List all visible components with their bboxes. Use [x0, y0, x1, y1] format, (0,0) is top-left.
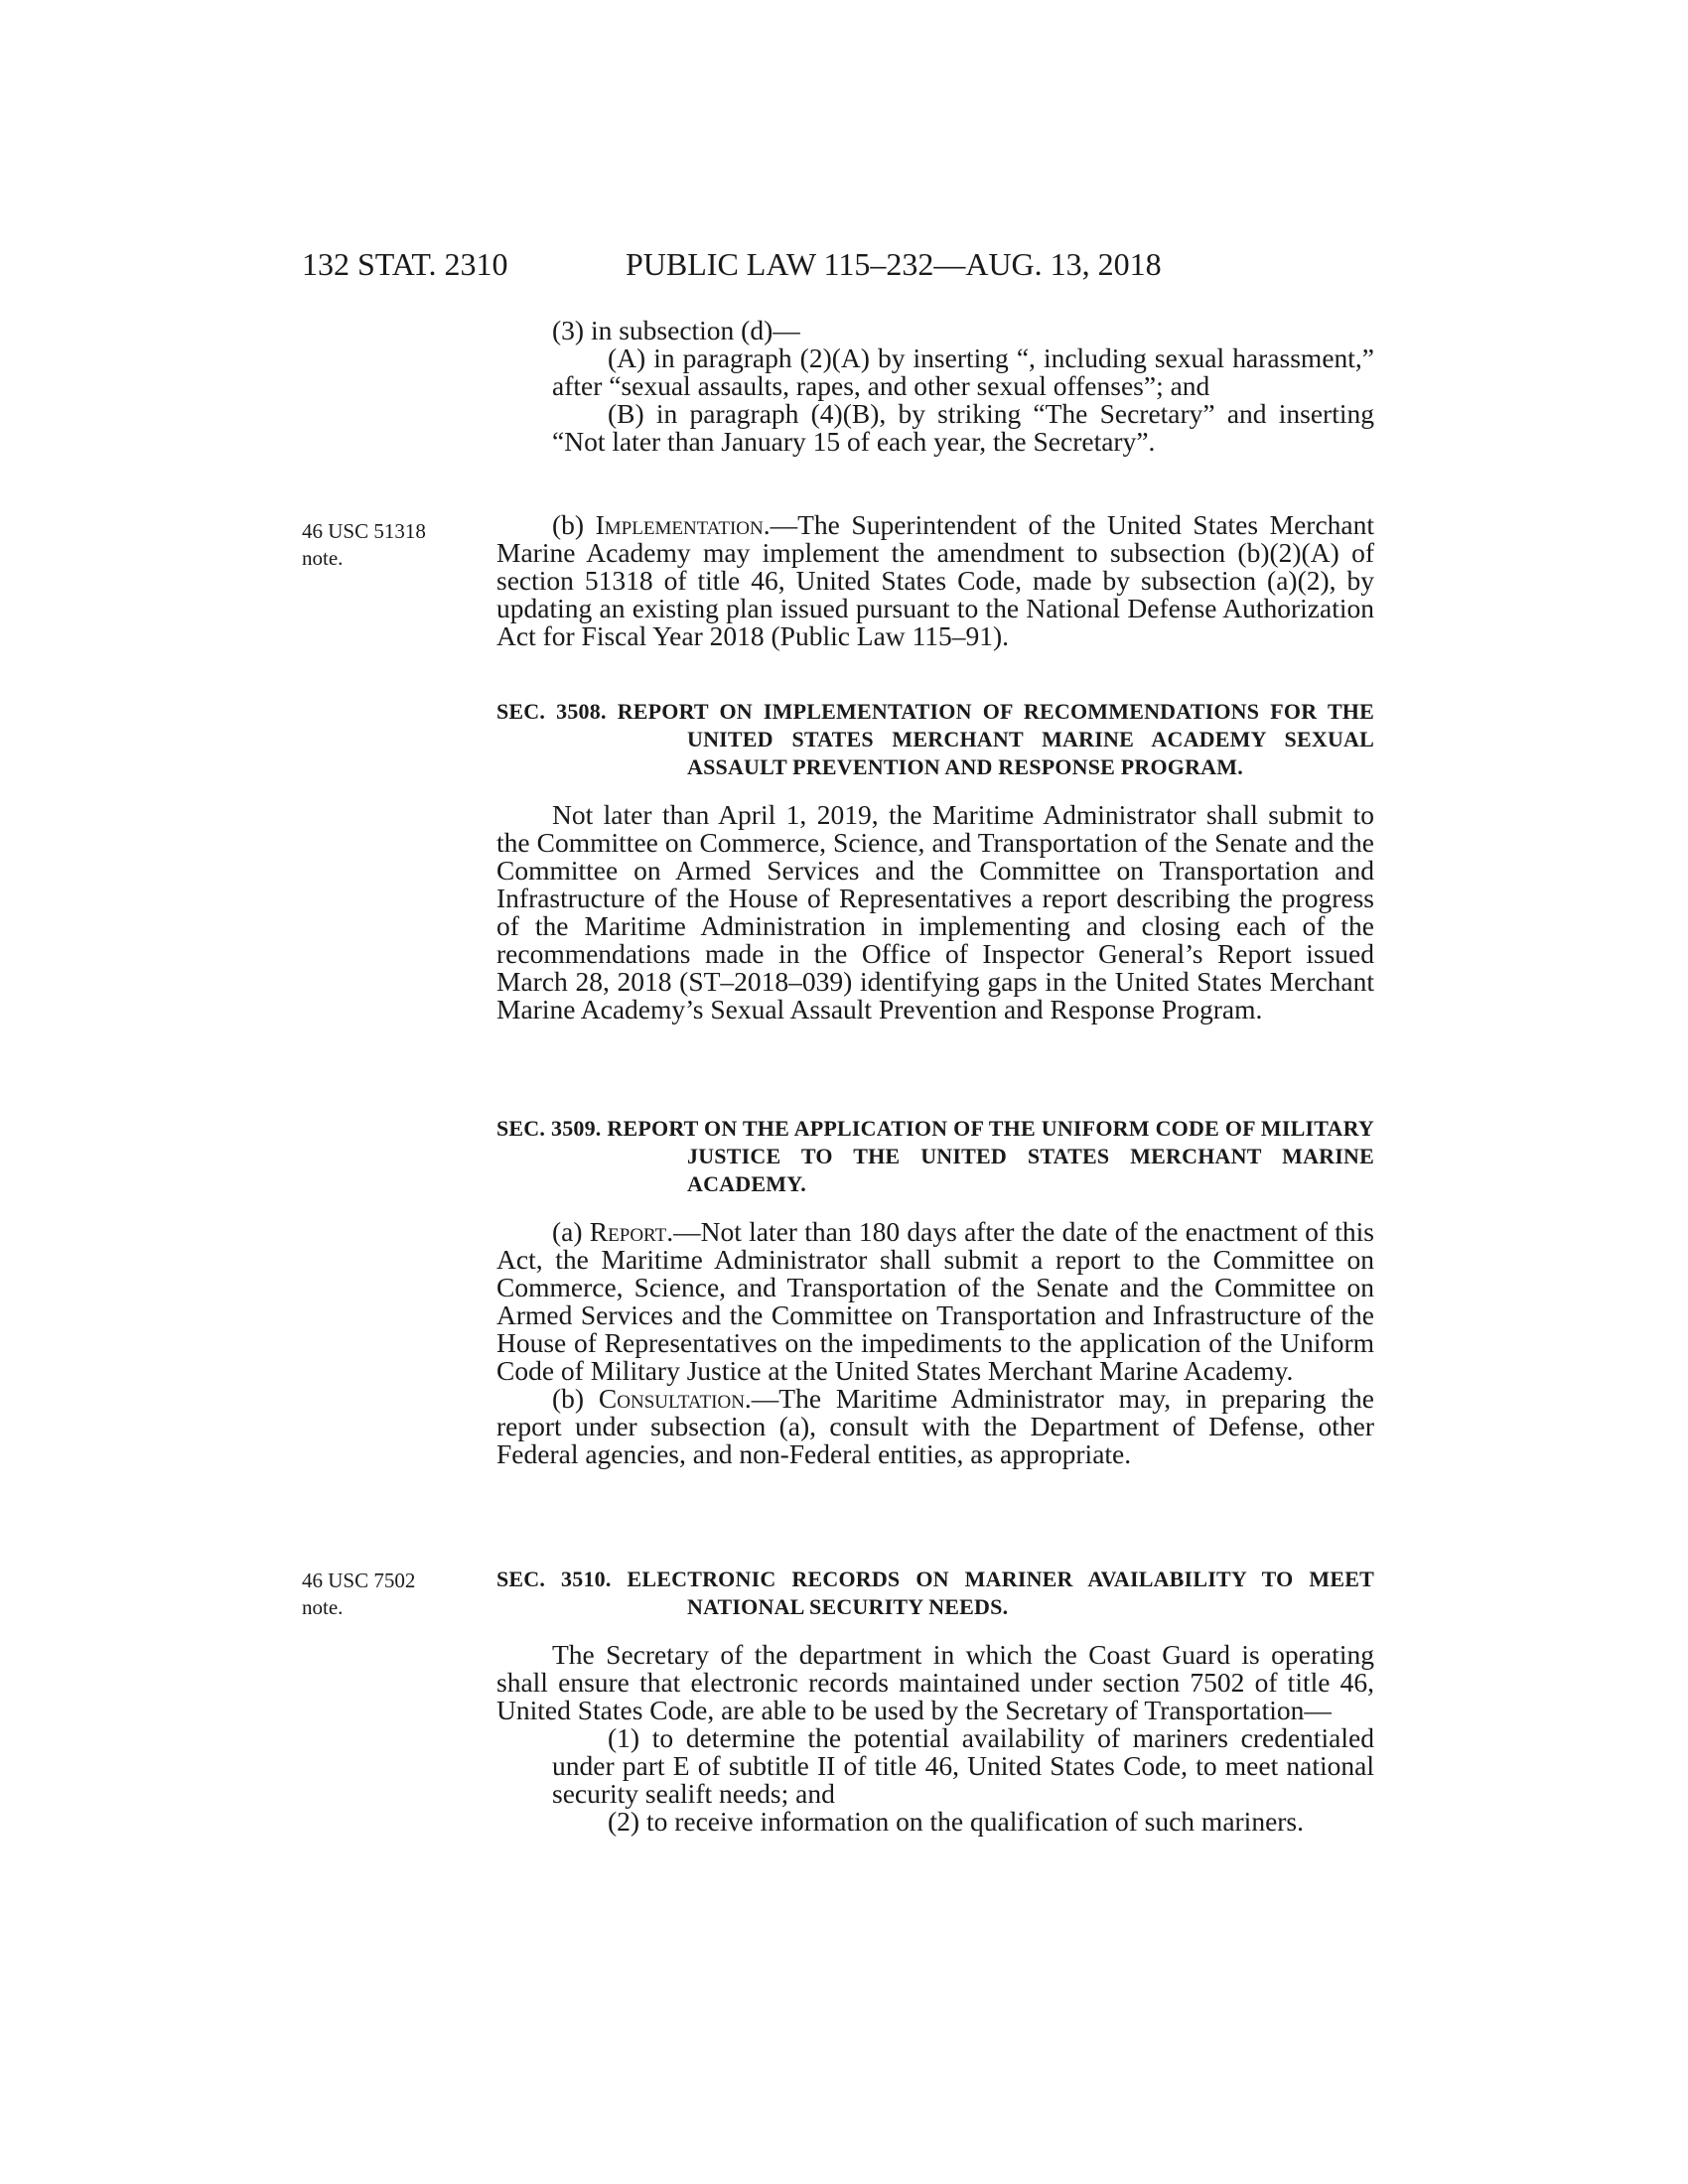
- section-3509: [496, 1115, 1374, 1468]
- running-title: PUBLIC LAW 115–232—AUG. 13, 2018: [626, 246, 1162, 282]
- section-3508: [496, 698, 1374, 1024]
- section-3510-heading: SEC. 3510. ELECTRONIC RECORDS ON MARINER AVAILABILITY TO MEET NATIONAL SECURITY NEEDS.: [496, 1567, 1374, 1619]
- section-3509-subsection-b: (b) Consultation.—The Maritime Administrator may, in preparing the report under subsection (a), consult with the Department of Defense, other Federal agencies, and non-Federal entities, as appropriate.: [496, 1383, 1374, 1469]
- section-3509-heading: SEC. 3509. REPORT ON THE APPLICATION OF THE UNIFORM CODE OF MILITARY JUSTICE TO THE UNITED STATES MERCHANT MARINE ACADEMY.: [496, 1116, 1374, 1196]
- page-header: [302, 246, 1374, 286]
- section-3510: [496, 1566, 1374, 1836]
- paragraph-B: (B) in paragraph (4)(B), by striking “The Secretary” and inserting “Not later than January 15 of each year, the Secretary”.: [552, 398, 1374, 457]
- margin-note-usc-51318: 46 USC 51318 note.: [302, 519, 426, 570]
- section-3509-subsection-a: (a) Report.—Not later than 180 days after the date of the enactment of this Act, the Maritime Administrator shall submit a report to the Committee on Commerce, Science, and Transportation of the Senate and the Committee on Armed Services and the Committee on Transportation and Infrastructure of the House of Representatives on the impediments to the application of the Uniform Code of Military Justice at the United States Merchant Marine Academy.: [496, 1216, 1374, 1386]
- margin-note-usc-7502: 46 USC 7502 note.: [302, 1569, 416, 1619]
- statute-page-number: 132 STAT. 2310: [302, 246, 508, 282]
- section-3510-body: The Secretary of the department in which the Coast Guard is operating shall ensure that electronic records maintained under section 7502 of title 46, United States Code, are able to be used by the Secretary of Transportation—: [496, 1639, 1374, 1725]
- implementation-subsection: (b) Implementation.—The Superintendent of the United States Merchant Marine Academy may implement the amendment to subsection (b)(2)(A) of section 51318 of title 46, United States Code, made by subsection (a)(2), by updating an existing plan issued pursuant to the National Defense Authorization Act for Fiscal Year 2018 (Public Law 115–91).: [496, 509, 1374, 651]
- implementation-label: mplementation: [604, 509, 764, 540]
- paragraph-A: (A) in paragraph (2)(A) by inserting “, including sexual harassment,” after “sexual assaults, rapes, and other sexual offenses”; and: [552, 342, 1374, 401]
- paragraph-3: (3) in subsection (d)—: [552, 315, 800, 345]
- section-3510-item-1: (1) to determine the potential availability of mariners credentialed under part E of subtitle II of title 46, United States Code, to meet national security sealift needs; and: [552, 1722, 1374, 1809]
- section-3508-body: Not later than April 1, 2019, the Maritime Administrator shall submit to the Committee on Commerce, Science, and Transportation of the Senate and the Committee on Armed Services and the Committee on Transportation and Infrastructure of the House of Representatives a report describing the progress of the Maritime Administration in implementing and closing each of the recommendations made in the Office of Inspector General’s Report issued March 28, 2018 (ST–2018–039) identifying gaps in the United States Merchant Marine Academy’s Sexual Assault Prevention and Response Program.: [496, 799, 1374, 1024]
- section-3510-item-2: (2) to receive information on the qualification of such mariners.: [608, 1806, 1305, 1837]
- section-3508-heading: SEC. 3508. REPORT ON IMPLEMENTATION OF RECOMMENDATIONS FOR THE UNITED STATES MERCHANT MARINE ACADEMY SEXUAL ASSAULT PREVENTION AND RESPONSE PROGRAM.: [496, 699, 1374, 779]
- amendments-block: [496, 317, 1374, 456]
